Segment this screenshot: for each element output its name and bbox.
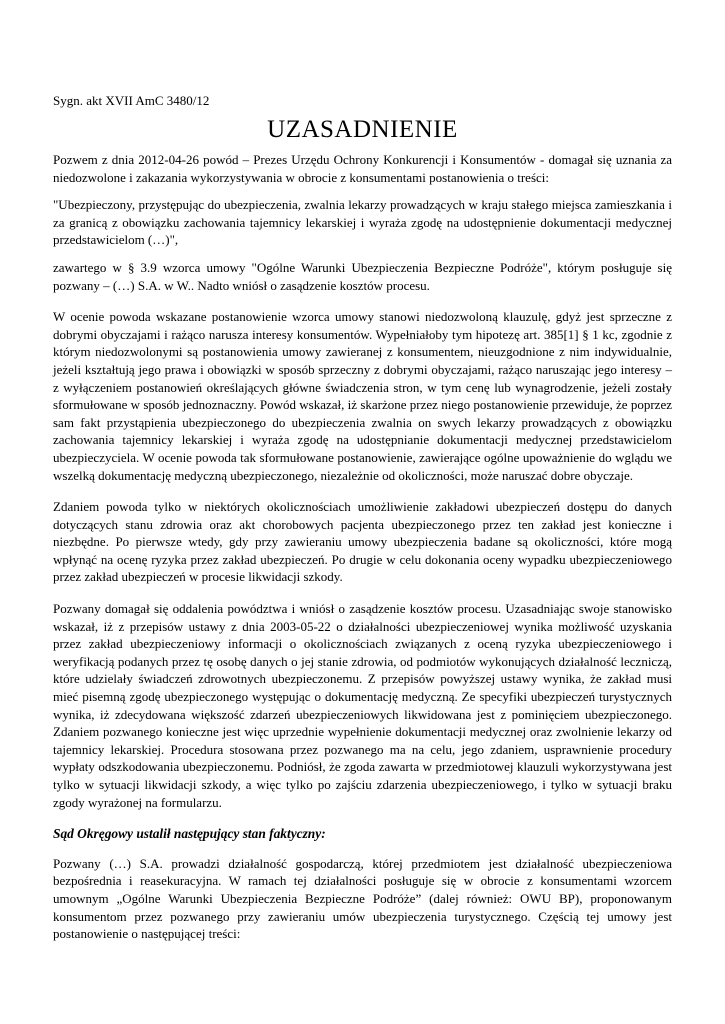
paragraph-clause-source: zawartego w § 3.9 wzorca umowy "Ogólne Warunki Ubezpieczenia Bezpieczne Podróże", którym posługuje się pozwany – (…) S.A. w W.. Nadto wniósł o zasądzenie kosztów procesu. [53, 259, 672, 293]
section-heading: Sąd Okręgowy ustalił następujący stan faktyczny: [53, 826, 326, 842]
paragraph-defendant-position: Pozwany domagał się oddalenia powództwa i wniósł o zasądzenie kosztów procesu. Uzasadniając swoje stanowisko wskazał, iż z przepisów ustawy z dnia 2003-05-22 o działalności ubezpieczeniowej wynika możliwość uzyskania przez zakład ubezpieczeniowy informacji o okolicznościach związanych z oceną ryzyka ubezpieczeniowego i weryfikacją podanych przez tę osobę danych o jej stanie zdrowia, od podmiotów wykonujących działalność leczniczą, które udzielały świadczeń zdrowotnych ubezpieczonemu. Z przepisów powyższej ustawy wynika, że zakład musi mieć pisemną zgodę ubezpieczonego występując o dokumentację medyczną. Ze specyfiki ubezpieczeń turystycznych wynika, iż zdecydowana większość zdarzeń ubezpieczeniowych likwidowana jest z pominięciem ubezpieczonego. Zdaniem pozwanego konieczne jest więc uprzednie wypełnienie dokumentacji medycznej oraz zwolnienie lekarzy od tajemnicy lekarskiej. Procedura stosowana przez pozwanego ma na celu, jego zdaniem, usprawnienie procedury wypłaty odszkodowania ubezpieczonemu. Podniósł, że zgoda zawarta w przedmiotowej klauzuli wykorzystywana jest tylko w sytuacji likwidacji szkody, a więc tylko po zajściu zdarzenia ubezpieczeniowego, i tylko w sytuacji braku zgody wyrażonej na formularzu. [53, 601, 672, 810]
paragraph-plaintiff-assessment: W ocenie powoda wskazane postanowienie wzorca umowy stanowi niedozwoloną klauzulę, gdyż jest sprzeczne z dobrymi obyczajami i rażąco narusza interesy konsumentów. Wypełniałoby tym hipotezę art. 385[1] § 1 kc, zgodnie z którym niedozwolonymi są postanowienia umowy zawieranej z konsumentem, nieuzgodnione z nim indywidualnie, jeżeli kształtują jego prawa i obowiązki w sposób sprzeczny z dobrymi obyczajami, rażąco naruszając jego interesy – z wyłączeniem postanowień określających główne świadczenia stron, w tym cenę lub wynagrodzenie, jeżeli zostały sformułowane w sposób jednoznaczny. Powód wskazał, iż skarżone przez niego postanowienie przewiduje, że poprzez sam fakt przystąpienia ubezpieczonego do ubezpieczenia zwalnia on swych lekarzy prowadzących z obowiązku zachowania tajemnicy lekarskiej i wyraża zgodę na udostępnianie dokumentacji medycznej przedstawicielom ubezpieczyciela. W ocenie powoda tak sformułowane postanowienie, zawierające ogólne upoważnienie do wglądu we wszelką dokumentację medyczną ubezpieczonego, niezależnie od okoliczności, może naruszać dobre obyczaje. [53, 309, 672, 483]
paragraph-quoted-clause: "Ubezpieczony, przystępując do ubezpieczenia, zwalnia lekarzy prowadzących w kraju stałego miejsca zamieszkania i za granicą z obowiązku zachowania tajemnicy lekarskiej i wyraża zgodę na udostępnienie dokumentacji medycznej przedstawicielom (…)", [53, 197, 672, 248]
document-title: UZASADNIENIE [267, 116, 458, 143]
case-number: Sygn. akt XVII AmC 3480/12 [53, 93, 210, 108]
paragraph-claim: Pozwem z dnia 2012-04-26 powód – Prezes Urzędu Ochrony Konkurencji i Konsumentów - domagał się uznania za niedozwolone i zakazania wykorzystywania w obrocie z konsumentami postanowienia o treści: [53, 152, 672, 185]
paragraph-facts: Pozwany (…) S.A. prowadzi działalność gospodarczą, której przedmiotem jest działalność ubezpieczeniowa bezpośrednia i reasekuracyjna. W ramach tej działalności posługuje się w obrocie z konsumentami wzorcem umownym „Ogólne Warunki Ubezpieczenia Bezpieczne Podróże” (dalej również: OWU BP), proponowanym konsumentom przez pozwanego przy zawieraniu umów ubezpieczenia turystycznego. Częścią tej umowy jest postanowienie o następującej treści: [53, 855, 672, 942]
paragraph-plaintiff-circumstances: Zdaniem powoda tylko w niektórych okolicznościach umożliwienie zakładowi ubezpieczeń dostępu do danych dotyczących stanu zdrowia oraz akt chorobowych pacjenta ubezpieczonego przez ten zakład jest konieczne i niezbędne. Po pierwsze wtedy, gdy przy zawieraniu umowy ubezpieczenia badane są okoliczności, które mogą wpłynąć na ocenę ryzyka przez zakład ubezpieczeń. Po drugie w celu dokonania oceny wypadku ubezpieczeniowego przez zakład ubezpieczeń w procesie likwidacji szkody. [53, 499, 672, 585]
